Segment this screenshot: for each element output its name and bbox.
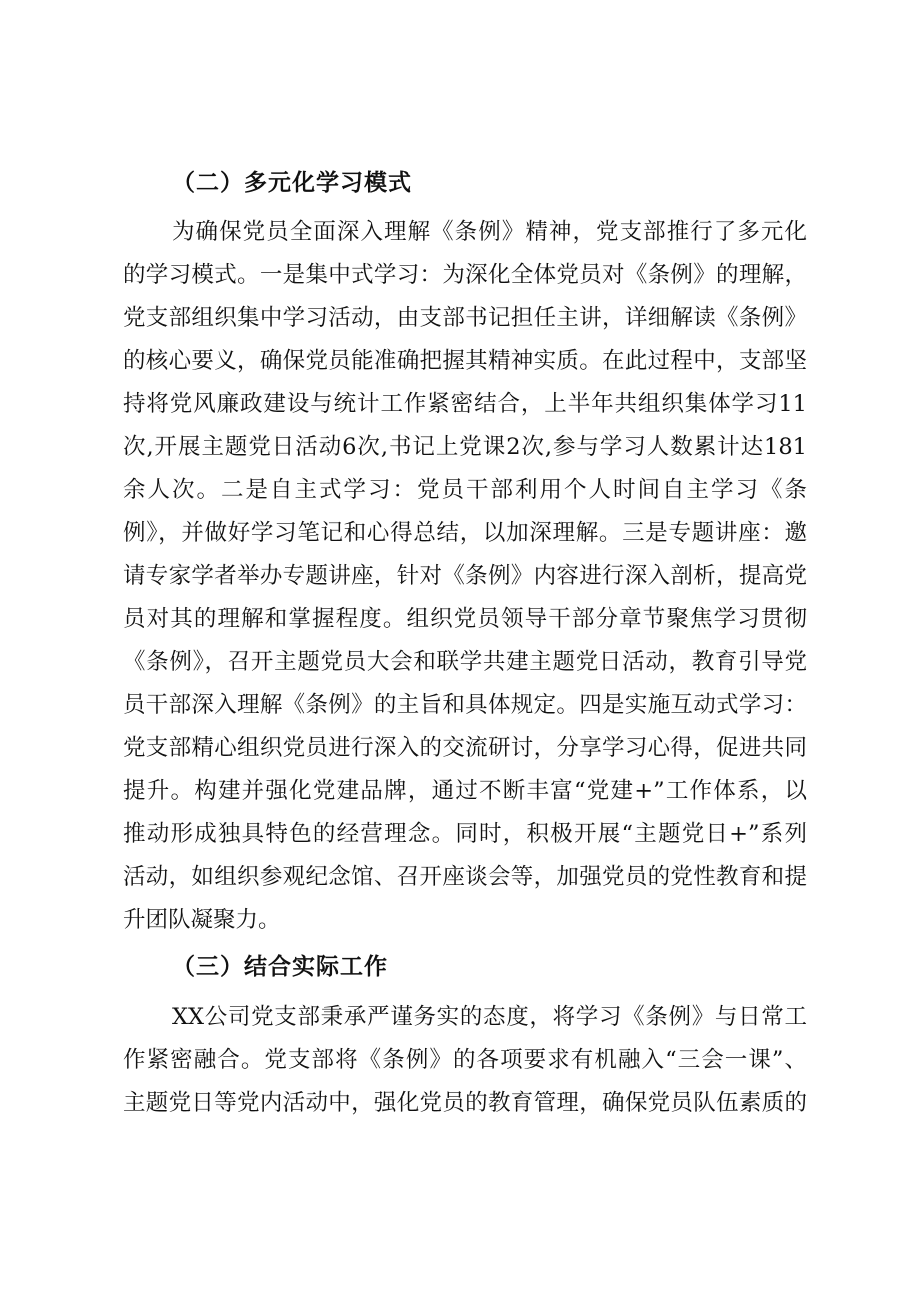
- paragraph-line: 请专家学者举办专题讲座，针对《条例》内容进行深入剖析，提高党: [123, 563, 807, 589]
- paragraph-line: 余人次。二是自主式学习：党员干部利用个人时间自主学习《条: [123, 477, 807, 503]
- paragraph-line: 持将党风廉政建设与统计工作紧密结合，上半年共组织集体学习11: [123, 391, 807, 417]
- paragraph-line: 升团队凝聚力。: [123, 907, 281, 933]
- paragraph-line: 例》，并做好学习笔记和心得总结，以加深理解。三是专题讲座：邀: [123, 520, 807, 546]
- paragraph-line: 的学习模式。一是集中式学习：为深化全体党员对《条例》的理解，: [123, 262, 807, 288]
- section-heading-2: （二）多元化学习模式: [172, 170, 412, 196]
- paragraph-line: 员对其的理解和掌握程度。组织党员领导干部分章节聚焦学习贯彻: [123, 606, 807, 632]
- paragraph-line: 员干部深入理解《条例》的主旨和具体规定。四是实施互动式学习：: [123, 692, 807, 718]
- paragraph-line: 次,开展主题党日活动6次,书记上党课2次,参与学习人数累计达181: [123, 434, 807, 460]
- paragraph-line: 党支部组织集中学习活动，由支部书记担任主讲，详细解读《条例》: [123, 305, 807, 331]
- paragraph-line: 推动形成独具特色的经营理念。同时，积极开展“主题党日+”系列: [123, 821, 807, 847]
- section-heading-3: （三）结合实际工作: [172, 954, 388, 980]
- paragraph-line: 《条例》，召开主题党员大会和联学共建主题党日活动，教育引导党: [123, 649, 807, 675]
- paragraph-line: 党支部精心组织党员进行深入的交流研讨，分享学习心得，促进共同: [123, 735, 807, 761]
- paragraph-line: 活动，如组织参观纪念馆、召开座谈会等，加强党员的党性教育和提: [123, 864, 807, 890]
- paragraph-line: 主题党日等党内活动中，强化党员的教育管理，确保党员队伍素质的: [123, 1090, 807, 1116]
- paragraph-line: 的核心要义，确保党员能准确把握其精神实质。在此过程中，支部坚: [123, 348, 807, 374]
- paragraph-line: 为确保党员全面深入理解《条例》精神，党支部推行了多元化: [172, 219, 807, 245]
- paragraph-line: XX公司党支部秉承严谨务实的态度，将学习《条例》与日常工: [172, 1004, 807, 1030]
- paragraph-line: 作紧密融合。党支部将《条例》的各项要求有机融入“三会一课”、: [123, 1047, 807, 1073]
- paragraph-line: 提升。构建并强化党建品牌，通过不断丰富“党建+”工作体系，以: [123, 778, 807, 804]
